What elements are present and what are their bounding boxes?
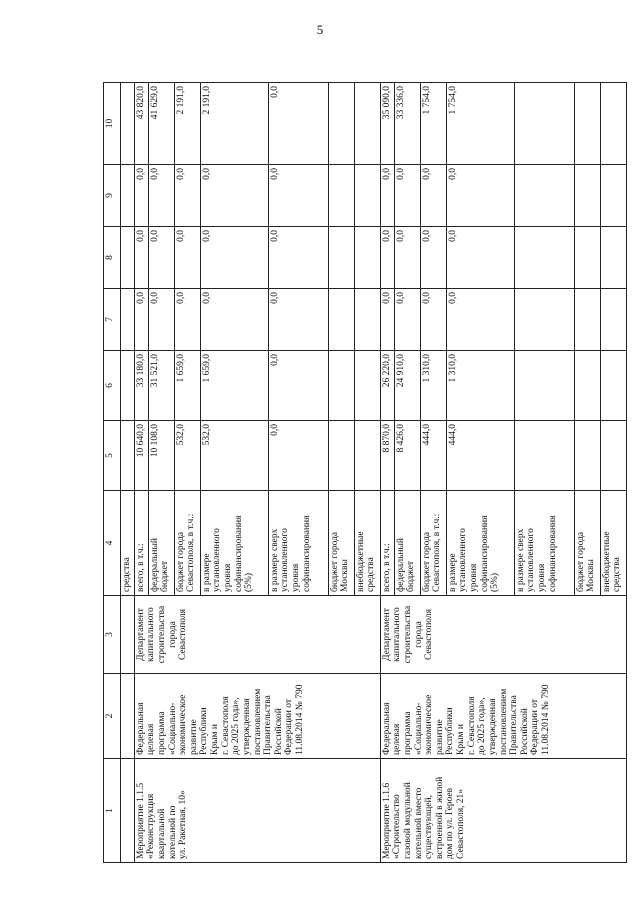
value-cell: 10 640,0: [134, 421, 148, 491]
value-cell: 0,0: [134, 227, 148, 289]
program-cell-line: Федеральная: [381, 702, 392, 755]
program-cell-line: Федерации от: [530, 698, 541, 755]
value-cell: 0,0: [134, 289, 148, 351]
value-cell: 0,0: [380, 227, 394, 289]
funding-source-cell: [354, 491, 380, 596]
program-cell-line: Правительства: [509, 695, 520, 755]
activity-cell-line: встроенной в жилой: [434, 776, 445, 859]
activity-cell-line: котельной по: [167, 805, 178, 859]
program-cell-line: г. Севастополя: [466, 696, 477, 755]
program-cell-line: г. Севастополя: [220, 696, 231, 755]
value-cell: 0,0: [148, 227, 174, 289]
activity-cell-line: котельной вместо: [413, 787, 424, 859]
value-cell: 0,0: [268, 421, 328, 491]
funding-source-line: Севастополя, в т.ч.:: [432, 513, 443, 592]
value-cell: [574, 421, 600, 491]
value-cell: [328, 165, 354, 227]
funding-source-line: средства: [366, 557, 377, 592]
value-cell: [514, 83, 574, 165]
activity-cell-line: существующей,: [424, 795, 435, 859]
program-cell-line: программа: [402, 711, 413, 755]
value-cell: 26 220,0: [380, 351, 394, 421]
funding-source-line: установленного: [526, 528, 537, 592]
funding-source-line: уровня: [290, 563, 301, 592]
value-cell: 2 191,0: [174, 83, 200, 165]
funding-source-line: в размере: [201, 553, 212, 592]
value-cell: 0,0: [174, 227, 200, 289]
program-cell-line: экономическое: [178, 694, 189, 755]
program-cell-line: Российской: [273, 708, 284, 755]
value-cell: 1 754,0: [446, 83, 514, 165]
value-cell: [514, 289, 574, 351]
activity-cell-line: ул. Ракетная, 10»: [178, 790, 189, 859]
executor-cell-line: города: [167, 621, 178, 648]
value-cell: 0,0: [174, 289, 200, 351]
value-cell: 0,0: [446, 165, 514, 227]
program-cell-line: Крым и: [210, 724, 220, 755]
value-cell: 0,0: [174, 165, 200, 227]
funding-source-line: установленного: [212, 528, 223, 592]
value-cell: 41 629,0: [148, 83, 174, 165]
funding-source-line: средства: [612, 557, 623, 592]
activity-cell-line: Мероприятие 1.1.5: [135, 782, 146, 859]
program-cell: [134, 674, 380, 759]
value-cell: 0,0: [380, 165, 394, 227]
program-cell-line: постановлением: [252, 688, 263, 755]
program-cell-line: Федеральная: [135, 702, 146, 755]
funding-source-line: бюджет: [406, 560, 417, 592]
value-cell: 0,0: [268, 227, 328, 289]
funding-source-line: Севастополя, в т.ч.:: [186, 513, 197, 592]
program-cell-line: 11.08.2014 № 790: [541, 684, 551, 755]
value-cell: 24 910,0: [394, 351, 420, 421]
funding-source-line: Москвы: [340, 559, 351, 592]
table-row: [380, 83, 394, 863]
program-cell-line: до 2025 года»,: [231, 697, 242, 755]
executor-cell: [134, 596, 380, 674]
funding-source-cell: [200, 491, 268, 596]
funding-source-line: софинансирования: [479, 515, 490, 592]
program-cell-line: целевая: [146, 723, 157, 755]
value-cell: [600, 289, 626, 351]
funding-source-cell: [446, 491, 514, 596]
program-cell-line: целевая: [392, 723, 403, 755]
program-cell-line: утвержденная: [487, 698, 498, 755]
funding-source-cell: [134, 491, 148, 596]
value-cell: [328, 227, 354, 289]
activity-cell: [380, 759, 626, 863]
value-cell: [574, 165, 600, 227]
executor-cell-line: Севастополя: [178, 608, 189, 661]
funding-source-cell: [514, 491, 574, 596]
value-cell: [600, 351, 626, 421]
activity-cell-line: Мероприятие 1.1.6: [381, 782, 392, 859]
value-cell: 1 659,0: [174, 351, 200, 421]
funding-source-line: софинансирования: [301, 515, 312, 592]
value-cell: [574, 289, 600, 351]
value-cell: 0,0: [268, 165, 328, 227]
value-cell: 8 870,0: [380, 421, 394, 491]
column-header: 10: [104, 83, 121, 165]
executor-cell: [380, 596, 626, 674]
value-cell: 444,0: [420, 421, 446, 491]
activity-cell: [134, 759, 380, 863]
column-header: 6: [104, 351, 121, 421]
executor-cell-line: Департамент: [381, 608, 392, 661]
column-header: 1: [104, 759, 121, 863]
value-cell: 0,0: [446, 289, 514, 351]
funding-table: [103, 82, 627, 863]
funding-source-line: бюджет города: [421, 531, 432, 592]
value-cell: 0,0: [148, 165, 174, 227]
value-cell: 33 180,0: [134, 351, 148, 421]
value-cell: [600, 227, 626, 289]
funding-source-line: установленного: [458, 528, 469, 592]
executor-cell-line: капитального: [146, 607, 157, 662]
program-cell-line: постановлением: [498, 688, 509, 755]
funding-source-line: федеральный: [149, 538, 160, 592]
value-cell: [354, 351, 380, 421]
program-cell-line: экономическое: [424, 694, 435, 755]
executor-cell-line: капитального: [392, 607, 403, 662]
activity-cell-line: газовой модульной: [402, 782, 413, 859]
funding-source-line: всего, в т.ч.:: [135, 543, 146, 592]
table-rotation-frame: [103, 83, 623, 863]
value-cell: [600, 421, 626, 491]
value-cell: 33 336,0: [394, 83, 420, 165]
value-cell: 43 820,0: [134, 83, 148, 165]
carry-over-row: [121, 83, 135, 863]
executor-cell-line: города: [413, 621, 424, 648]
value-cell: [514, 421, 574, 491]
funding-source-line: уровня: [468, 563, 479, 592]
value-cell: [354, 421, 380, 491]
activity-cell-line: квартальной: [156, 808, 167, 859]
value-cell: 10 108,0: [148, 421, 174, 491]
value-cell: 0,0: [394, 165, 420, 227]
value-cell: 1 310,0: [446, 351, 514, 421]
funding-source-line: бюджет города: [329, 531, 340, 592]
column-header: 7: [104, 289, 121, 351]
program-cell-line: 11.08.2014 № 790: [295, 684, 305, 755]
funding-source-cell: [268, 491, 328, 596]
value-cell: [354, 83, 380, 165]
funding-source-line: (5%): [244, 573, 255, 592]
program-cell-line: развитие: [434, 719, 445, 755]
funding-source-line: федеральный: [395, 538, 406, 592]
value-cell: 444,0: [446, 421, 514, 491]
program-cell-line: Республики: [199, 707, 210, 755]
funding-source-line: софинансирования: [233, 515, 244, 592]
value-cell: [514, 165, 574, 227]
value-cell: 0,0: [420, 289, 446, 351]
value-cell: 35 090,0: [380, 83, 394, 165]
value-cell: [328, 83, 354, 165]
value-cell: 0,0: [380, 289, 394, 351]
value-cell: 0,0: [268, 289, 328, 351]
value-cell: 1 310,0: [420, 351, 446, 421]
funding-source-cell: [574, 491, 600, 596]
value-cell: 1 659,0: [200, 351, 268, 421]
column-header: 3: [104, 596, 121, 674]
carry-over-text: средства: [121, 491, 135, 596]
funding-source-line: бюджет: [160, 560, 171, 592]
value-cell: [574, 351, 600, 421]
value-cell: 31 521,0: [148, 351, 174, 421]
funding-source-cell: [148, 491, 174, 596]
value-cell: [328, 351, 354, 421]
activity-cell-line: дом по ул. Героев: [445, 787, 456, 859]
funding-source-line: бюджет города: [575, 531, 586, 592]
executor-cell-line: Департамент: [135, 608, 146, 661]
funding-source-line: в размере сверх: [269, 528, 280, 592]
value-cell: 0,0: [420, 227, 446, 289]
column-header: 9: [104, 165, 121, 227]
value-cell: [514, 227, 574, 289]
value-cell: 0,0: [394, 289, 420, 351]
value-cell: 0,0: [268, 351, 328, 421]
program-cell: [380, 674, 626, 759]
program-cell-line: развитие: [188, 719, 199, 755]
value-cell: [600, 83, 626, 165]
program-cell-line: Федерации от: [284, 698, 295, 755]
value-cell: [328, 421, 354, 491]
value-cell: 0,0: [446, 227, 514, 289]
value-cell: 0,0: [200, 227, 268, 289]
value-cell: [600, 165, 626, 227]
value-cell: [354, 165, 380, 227]
value-cell: 8 426,0: [394, 421, 420, 491]
value-cell: 0,0: [134, 165, 148, 227]
value-cell: [354, 289, 380, 351]
value-cell: [354, 227, 380, 289]
value-cell: 0,0: [420, 165, 446, 227]
funding-source-line: внебюджетные: [355, 531, 366, 592]
activity-cell-line: «Строительство: [392, 794, 403, 859]
column-header: 8: [104, 227, 121, 289]
funding-source-line: внебюджетные: [601, 531, 612, 592]
column-header: 4: [104, 491, 121, 596]
executor-cell-line: строительства: [156, 605, 167, 664]
value-cell: 0,0: [200, 165, 268, 227]
value-cell: 0,0: [148, 289, 174, 351]
funding-source-line: установленного: [280, 528, 291, 592]
executor-cell-line: строительства: [402, 605, 413, 664]
value-cell: [574, 227, 600, 289]
activity-cell-line: «Реконструкция: [146, 793, 157, 859]
funding-source-line: уровня: [222, 563, 233, 592]
value-cell: [328, 289, 354, 351]
program-cell-line: Российской: [519, 708, 530, 755]
column-header: 2: [104, 674, 121, 759]
funding-source-line: Москвы: [586, 559, 597, 592]
column-header: 5: [104, 421, 121, 491]
funding-source-line: всего, в т.ч.:: [381, 543, 392, 592]
funding-source-cell: [420, 491, 446, 596]
funding-source-line: софинансирования: [547, 515, 558, 592]
funding-source-line: в размере: [447, 553, 458, 592]
program-cell-line: программа: [156, 711, 167, 755]
funding-source-cell: [600, 491, 626, 596]
program-cell-line: утвержденная: [241, 698, 252, 755]
program-cell-line: «Социально-: [413, 702, 424, 755]
funding-source-cell: [380, 491, 394, 596]
value-cell: [574, 83, 600, 165]
value-cell: 1 754,0: [420, 83, 446, 165]
executor-cell-line: Севастополя: [424, 608, 435, 661]
header-row: [104, 83, 121, 863]
page-number: 5: [316, 22, 324, 37]
program-cell-line: Правительства: [263, 695, 274, 755]
program-cell-line: Республики: [445, 707, 456, 755]
program-cell-line: «Социально-: [167, 702, 178, 755]
activity-cell-line: Севастополя, 21»: [456, 788, 466, 859]
value-cell: 2 191,0: [200, 83, 268, 165]
funding-source-line: уровня: [536, 563, 547, 592]
funding-source-cell: [394, 491, 420, 596]
funding-source-line: бюджет города: [175, 531, 186, 592]
table-row: [134, 83, 148, 863]
program-cell-line: до 2025 года»,: [477, 697, 488, 755]
program-cell-line: Крым и: [456, 724, 466, 755]
funding-source-cell: [328, 491, 354, 596]
value-cell: 532,0: [174, 421, 200, 491]
funding-source-line: в размере сверх: [515, 528, 526, 592]
funding-source-line: (5%): [490, 573, 501, 592]
value-cell: 0,0: [394, 227, 420, 289]
value-cell: [514, 351, 574, 421]
value-cell: 532,0: [200, 421, 268, 491]
value-cell: 0,0: [200, 289, 268, 351]
value-cell: 0,0: [268, 83, 328, 165]
funding-source-cell: [174, 491, 200, 596]
